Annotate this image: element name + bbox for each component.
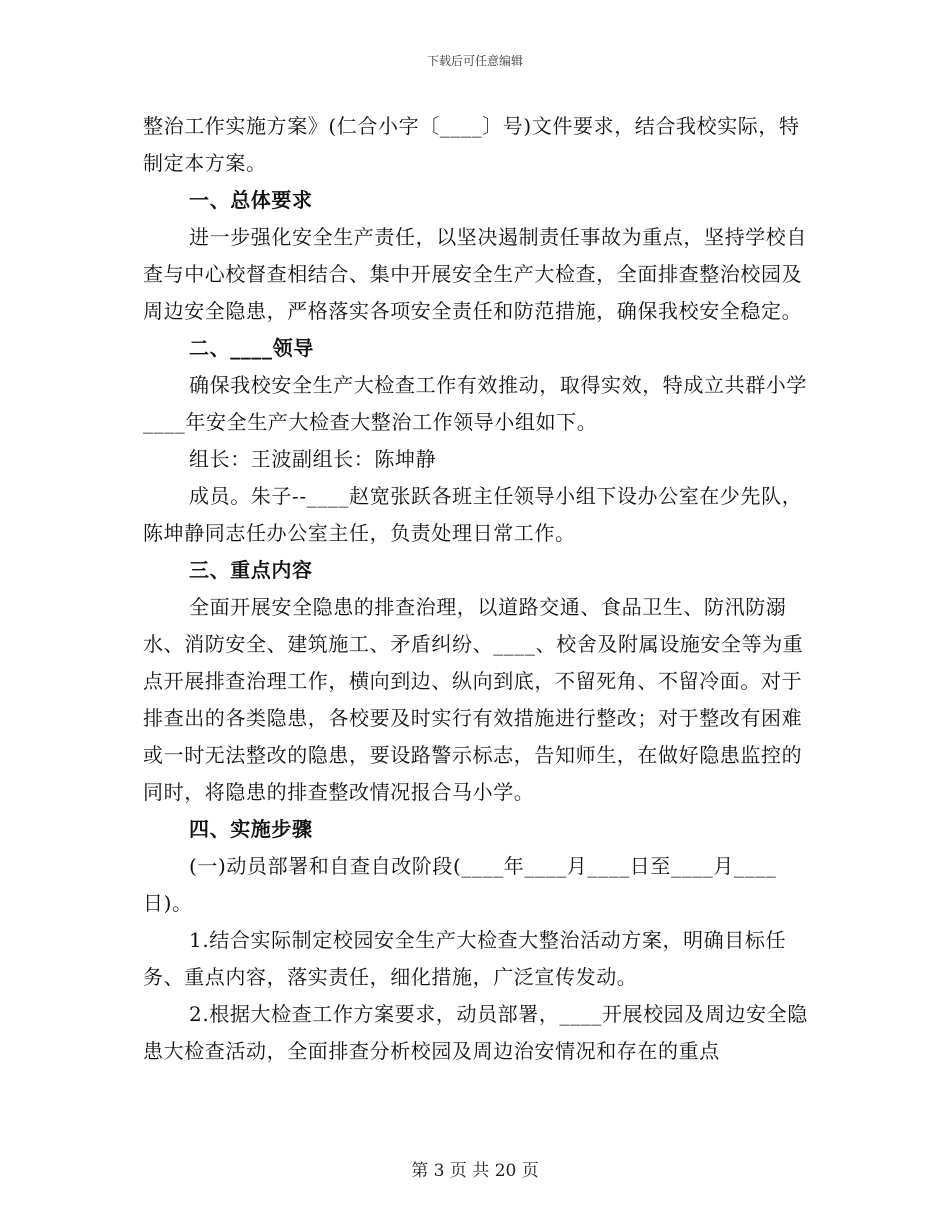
section-heading-key-content: 三、重点内容 <box>189 558 313 582</box>
section-heading-overall-requirements: 一、总体要求 <box>189 188 313 212</box>
paragraph-key-content: 全面开展安全隐患的排查治理，以道路交通、食品卫生、防汛防溺水、消防安全、建筑施工、矛盾纠纷、____、校舍及附属设施安全等为重点开展排查治理工作，横向到边、纵向到底，不留死角、不留冷面。对于排查出的各类隐患，各校要及时实行有效措施进行整改；对于整改有困难或一时无法整改的隐患，要设路警示标志，告知师生，在做好隐患监控的同时，将隐患的排查整改情况报合马小学。 <box>143 595 804 804</box>
paragraph-step-1: 1.结合实际制定校园安全生产大检查大整治活动方案，明确目标任务、重点内容，落实责任，细化措施，广泛宣传发动。 <box>143 928 787 989</box>
paragraph-stage-one: (一)动员部署和自查自改阶段(____年____月____日至____月____日)。 <box>143 854 777 915</box>
paragraph-intro-continued: 整治工作实施方案》(仁合小字〔____〕号)文件要求，结合我校实际，特制定本方案。 <box>143 114 800 175</box>
paragraph-overall-requirements: 进一步强化安全生产责任，以坚决遏制责任事故为重点，坚持学校自查与中心校督查相结合、集中开展安全生产大检查，全面排查整治校园及周边安全隐患，严格落实各项安全责任和防范措施，确保我校安全稳定。 <box>143 225 807 323</box>
section-heading-implementation-steps: 四、实施步骤 <box>189 817 313 841</box>
section-heading-leadership: 二、____领导 <box>189 336 314 360</box>
paragraph-step-2: 2.根据大检查工作方案要求，动员部署，____开展校园及周边安全隐患大检查活动，全面排查分析校园及周边治安情况和存在的重点 <box>143 1002 808 1063</box>
document-body <box>143 108 808 1070</box>
paragraph-group-members: 成员。朱子--____赵宽张跃各班主任领导小组下设办公室在少先队，陈坤静同志任办公室主任，负责处理日常工作。 <box>143 484 803 545</box>
paragraph-group-leaders: 组长：王波副组长：陈坤静 <box>189 447 437 471</box>
header-note: 下载后可任意编辑 <box>426 54 523 68</box>
paragraph-leadership: 确保我校安全生产大检查工作有效推动，取得实效，特成立共群小学____年安全生产大检查大整治工作领导小组如下。 <box>143 373 807 434</box>
page-number: 第 3 页 共 20 页 <box>411 1161 539 1181</box>
